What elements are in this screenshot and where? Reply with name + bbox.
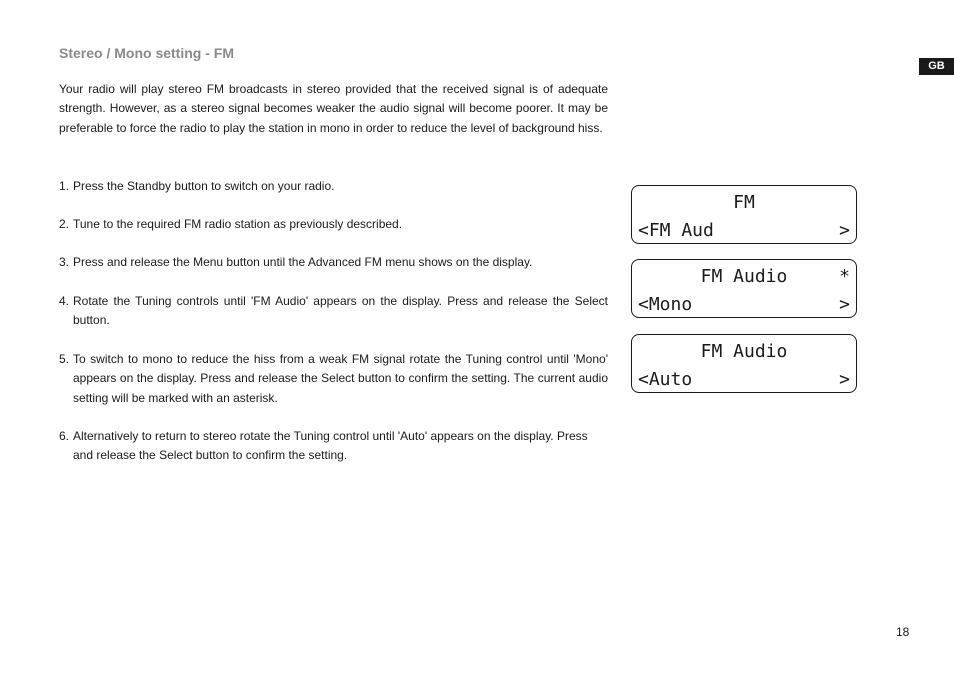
step-text: Press and release the Menu button until the Advanced FM menu shows on the display.	[73, 255, 533, 269]
step-text: Rotate the Tuning controls until 'FM Audio' appears on the display. Press and release the Select button.	[73, 294, 608, 328]
step-number: 4.	[59, 294, 70, 308]
step-number: 1.	[59, 179, 70, 193]
step-number: 2.	[59, 217, 70, 231]
step-text: Tune to the required FM radio station as previously described.	[73, 217, 403, 231]
step-6	[59, 427, 608, 466]
lcd-display-fm-audio-mono	[631, 259, 857, 318]
step-number: 6.	[59, 429, 70, 443]
step-text: Alternatively to return to stereo rotate the Tuning control until 'Auto' appears on the display. Press and release the Select button to confirm the setting.	[73, 429, 588, 463]
lcd-line-1: FM	[733, 192, 755, 213]
lcd-display-fm-audio-auto	[631, 334, 857, 393]
section-heading: Stereo / Mono setting - FM	[59, 45, 234, 61]
page-number: 18	[896, 625, 910, 639]
lcd-line-1: FM Audio	[700, 341, 788, 362]
step-2	[59, 215, 608, 234]
step-1	[59, 177, 608, 196]
lcd-line-2: <Mono	[638, 294, 693, 315]
lcd-line-2: <FM Aud	[638, 220, 714, 241]
right-arrow-icon: >	[839, 294, 850, 315]
lcd-line-2: <Auto	[638, 369, 693, 390]
lcd-line-1: FM Audio	[700, 266, 788, 287]
step-text: To switch to mono to reduce the hiss from a weak FM signal rotate the Tuning control until 'Mono' appears on the display. Press and release the Select button to confirm the setting. The current audio setting will be marked with an asterisk.	[73, 352, 608, 405]
step-text: Press the Standby button to switch on your radio.	[73, 179, 335, 193]
step-4	[59, 292, 608, 331]
right-arrow-icon: >	[839, 369, 850, 390]
step-5	[59, 350, 608, 408]
step-number: 3.	[59, 255, 70, 269]
right-arrow-icon: >	[839, 220, 850, 241]
lcd-selected-marker: *	[839, 266, 850, 287]
step-number: 5.	[59, 352, 70, 366]
language-badge: GB	[919, 58, 954, 75]
lcd-display-fm-menu	[631, 185, 857, 244]
intro-paragraph: Your radio will play stereo FM broadcasts in stereo provided that the received signal is of adequate strength. However, as a stereo signal becomes weaker the audio signal will become poorer. It may be preferable to force the radio to play the station in mono in order to reduce the level of background hiss.	[59, 82, 608, 135]
step-3	[59, 253, 608, 272]
